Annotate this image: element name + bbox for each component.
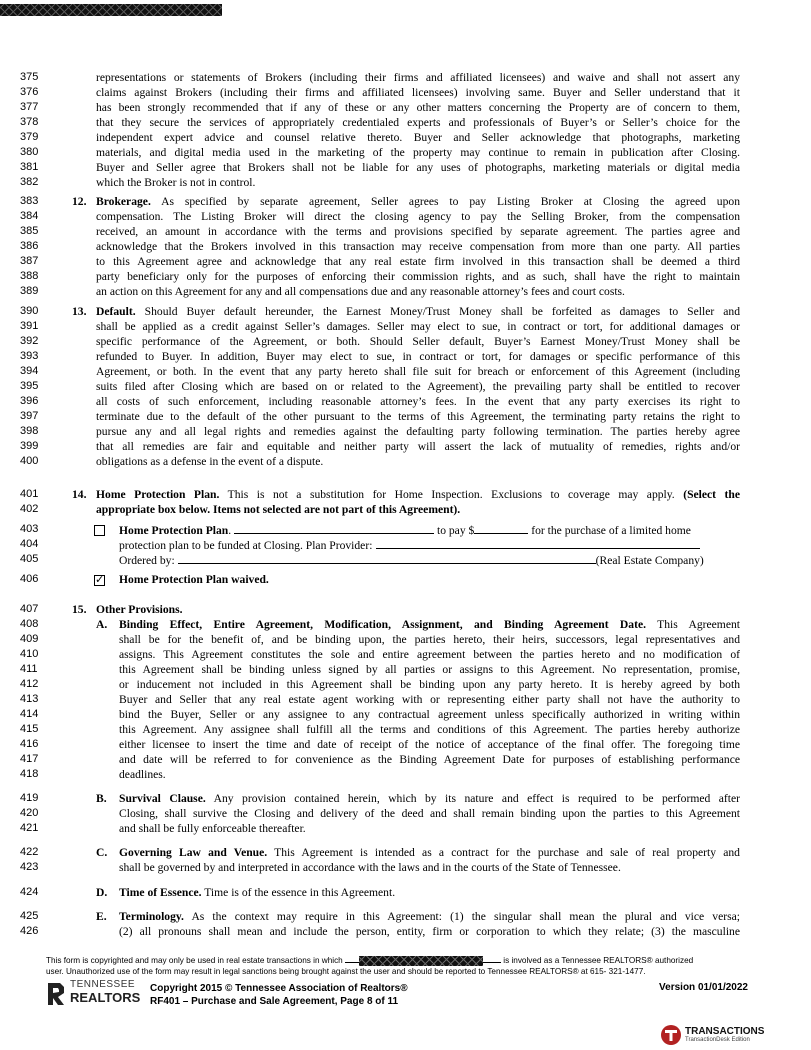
line-422 (0, 845, 811, 860)
line-text: shall be applied as a credit against Seller’s damages. Seller may elect to sue, in contract or tort, for additional damages or (96, 320, 740, 333)
footer-notice (46, 955, 766, 977)
line-423 (0, 860, 811, 875)
transactions-icon (660, 1024, 682, 1046)
line-text: pursue any and all legal rights and remedies against the defaulting party following termination. The parties hereby agree (96, 425, 740, 438)
line-text: materials, and digital media used in the marketing of the property may continue to remain in publication after Closing. (96, 146, 740, 159)
line-number: 401 (20, 488, 39, 500)
line-number: 422 (20, 846, 39, 858)
heading: Terminology. (119, 910, 184, 923)
section-number: 14. (72, 488, 87, 501)
ordered-by-label: Ordered by: (119, 554, 175, 567)
section-number: 12. (72, 195, 87, 208)
footer-line1a: This form is copyrighted and may only be used in real estate transactions in which (46, 956, 343, 965)
line-378 (0, 115, 811, 130)
purchase-text: for the purchase of a limited home (531, 524, 691, 537)
line-416 (0, 737, 811, 752)
footer-line2: user. Unauthorized use of the form may result in legal sanctions being brought against the user and should be reported to Tennessee REALTORS® at 615- 321-1477. (46, 967, 646, 976)
line-number: 398 (20, 425, 39, 437)
logo-top-text: TENNESSEE (70, 979, 136, 990)
plan-provider-blank[interactable] (376, 537, 700, 549)
form-id-text: RF401 – Purchase and Sale Agreement, Page 8 of 11 (150, 996, 399, 1007)
line-number: 407 (20, 603, 39, 615)
line-number: 375 (20, 71, 39, 83)
home-protection-checkbox[interactable] (94, 525, 105, 536)
line-text: Agreement, or both. In the event that any party hereto shall file suit for breach or enforcement of this Agreement (including (96, 365, 740, 378)
line-number: 409 (20, 633, 39, 645)
line-number: 389 (20, 285, 39, 297)
line-text: to this Agreement agree and acknowledge that any real estate firm involved in this transaction shall be deemed a third (96, 255, 740, 268)
line-number: 399 (20, 440, 39, 452)
copyright-block (150, 982, 408, 1008)
heading: Brokerage. (96, 195, 151, 208)
line-number: 402 (20, 503, 39, 515)
line-417 (0, 752, 811, 767)
line-text: this Agreement shall be binding unless signed by all parties or assigns to this Agreement. No representation, promise, (119, 663, 740, 676)
line-400 (0, 454, 811, 469)
line-375 (0, 70, 811, 85)
line-number: 424 (20, 886, 39, 898)
line-number: 396 (20, 395, 39, 407)
line-number: 391 (20, 320, 39, 332)
amount-blank[interactable] (474, 522, 528, 534)
line-text: compensation. The Listing Broker will direct the closing agency to pay the Selling Broker, from the compensation (96, 210, 740, 223)
line-number: 395 (20, 380, 39, 392)
tennessee-realtors-logo (46, 979, 141, 1009)
line-405 (0, 552, 811, 567)
line-number: 379 (20, 131, 39, 143)
heading: Other Provisions. (96, 603, 183, 616)
line-411 (0, 662, 811, 677)
line-413 (0, 692, 811, 707)
line-number: 384 (20, 210, 39, 222)
line-388 (0, 269, 811, 284)
line-text: Time of Essence. Time is of the essence in this Agreement. (119, 886, 396, 899)
line-text: which the Broker is not in control. (96, 176, 256, 189)
line-text: and date will be referred to for convenience as the Binding Agreement Date for purposes of establishing performance (119, 753, 740, 766)
line-text: shall be for the benefit of, and be binding upon, the parties hereto, their heirs, successors, legal representatives and (119, 633, 740, 646)
line-number: 390 (20, 305, 39, 317)
hpp-label: Home Protection Plan (119, 524, 229, 537)
line-418 (0, 767, 811, 782)
line-376 (0, 85, 811, 100)
line-425 (0, 909, 811, 924)
heading: Governing Law and Venue. (119, 846, 268, 859)
line-402 (0, 502, 811, 517)
line-409 (0, 632, 811, 647)
line-number: 385 (20, 225, 39, 237)
line-number: 416 (20, 738, 39, 750)
line-number: 393 (20, 350, 39, 362)
line-text: Closing, shall survive the Closing and delivery of the deed and shall remain binding upon the parties to this Agreement (119, 807, 740, 820)
line-number: 411 (20, 663, 38, 675)
line-number: 410 (20, 648, 39, 660)
line-text: obligations as a defense in the event of a dispute. (96, 455, 324, 468)
provider-blank[interactable] (234, 522, 434, 534)
line-number: 381 (20, 161, 39, 173)
heading: Time of Essence. (119, 886, 202, 899)
line-number: 383 (20, 195, 39, 207)
line-number: 388 (20, 270, 39, 282)
line-text: that all remedies are fair and equitable and neither party will assert the lack of mutuality of remedies, rights and/or (96, 440, 740, 453)
line-382 (0, 175, 811, 190)
line-text: specific performance of the Agreement, or both. Should Seller default, Buyer’s Earnest Money/Trust Money shall be (96, 335, 740, 348)
subsection-letter: D. (96, 886, 108, 899)
heading: Survival Clause. (119, 792, 206, 805)
line-number: 380 (20, 146, 39, 158)
line-414 (0, 707, 811, 722)
line-394 (0, 364, 811, 379)
line-391 (0, 319, 811, 334)
section-number: 15. (72, 603, 87, 616)
heading: Home Protection Plan. (96, 488, 220, 501)
line-text: assigns. This Agreement constitutes the sole and entire agreement between the parties hereto and no modification of (119, 648, 740, 661)
line-text: Buyer and Seller that any real estate agent working with or representing either party shall not have the authority to (119, 693, 740, 706)
line-384 (0, 209, 811, 224)
line-text: Buyer and Seller agree that Brokers shall not be liable for any uses of photographs, marketing materials or digital media (96, 161, 740, 174)
line-419 (0, 791, 811, 806)
line-text: either licensee to insert the time and date of receipt of the notice of acceptance of the final offer. The foregoing time (119, 738, 740, 751)
copyright-text: Copyright 2015 © Tennessee Association of Realtors® (150, 983, 408, 994)
subsection-letter: A. (96, 618, 108, 631)
line-406 (0, 572, 811, 587)
line-number: 403 (20, 523, 39, 535)
line-text: refunded to Buyer. In addition, Buyer may elect to sue, in contract or tort, for damages or specific performance of this (96, 350, 740, 363)
line-text: Home Protection Plan. This is not a substitution for Home Inspection. Exclusions to coverage may apply. (Select the (96, 488, 740, 501)
line-text: independent expert advice and counsel relative thereto. Buyer and Seller acknowledge that photographs, marketing (96, 131, 740, 144)
line-408 (0, 617, 811, 632)
transactions-subtitle: TransactionDesk Edition (685, 1037, 750, 1043)
line-text: party beneficiary only for the purposes of enforcing their commission rights, and as such, shall have the right to maintain (96, 270, 740, 283)
line-number: 404 (20, 538, 39, 550)
line-text: shall be governed by and interpreted in accordance with the laws and in the courts of the State of Tennessee. (119, 861, 621, 874)
line-379 (0, 130, 811, 145)
line-text: an action on this Agreement for any and all compensations due and any reasonable attorney’s fees and court costs. (96, 285, 625, 298)
line-number: 408 (20, 618, 39, 630)
line-number: 419 (20, 792, 39, 804)
line-415 (0, 722, 811, 737)
line-text: or inducement not included in this Agreement shall be binding upon any party hereto. It is hereby agreed by both (119, 678, 740, 691)
line-403 (0, 522, 811, 537)
line-text: Governing Law and Venue. This Agreement is intended as a contract for the purchase and sale of real property and (119, 846, 740, 859)
line-number: 412 (20, 678, 39, 690)
line-text: deadlines. (119, 768, 166, 781)
transactions-title: TRANSACTIONS (685, 1026, 765, 1037)
heading: Default. (96, 305, 136, 318)
line-412 (0, 677, 811, 692)
home-protection-line: Home Protection Plan. to pay $ for the purchase of a limited home (119, 524, 691, 537)
line-text: Survival Clause. Any provision contained herein, which by its nature and effect is required to be performed after (119, 792, 740, 805)
subsection-letter: B. (96, 792, 107, 805)
line-number: 405 (20, 553, 39, 565)
line-381 (0, 160, 811, 175)
line-377 (0, 100, 811, 115)
line-number: 400 (20, 455, 39, 467)
line-389 (0, 284, 811, 299)
line-text: suits filed after Closing which are based on or related to the Agreement), the prevailing party shall be entitled to recover (96, 380, 740, 393)
line-number: 386 (20, 240, 39, 252)
line-number: 377 (20, 101, 39, 113)
line-number: 406 (20, 573, 39, 585)
line-390 (0, 304, 811, 319)
version-text: Version 01/01/2022 (659, 982, 748, 993)
line-393 (0, 349, 811, 364)
line-424 (0, 885, 811, 900)
line-text: all costs of such enforcement, including reasonable attorney’s fees. In the event that any party exercises its right to (96, 395, 740, 408)
line-number: 378 (20, 116, 39, 128)
line-number: 421 (20, 822, 39, 834)
footer-line1b: is involved as a Tennessee REALTORS® authorized (503, 956, 694, 965)
line-text: bind the Buyer, Seller or any assignee to any contractual agreement unless specifically authorized in writing within (119, 708, 740, 721)
line-text: appropriate box below. Items not selected are not part of this Agreement). (96, 503, 461, 516)
line-395 (0, 379, 811, 394)
line-text: terminate due to the default of the other pursuant to the terms of this Agreement, the terminating party retains the right to (96, 410, 740, 423)
line-396 (0, 394, 811, 409)
line-number: 392 (20, 335, 39, 347)
line-text: and shall be fully enforceable thereafter. (119, 822, 306, 835)
line-404 (0, 537, 811, 552)
line-text (96, 602, 740, 617)
line-text: received, an amount in accordance with the terms and provisions specified by separate agreement. The parties agree and (96, 225, 740, 238)
logo-bottom-text: REALTORS (70, 990, 141, 1005)
section-number: 13. (72, 305, 87, 318)
line-421 (0, 821, 811, 836)
heading: Binding Effect, Entire Agreement, Modification, Assignment, and Binding Agreement Date. (119, 618, 646, 631)
line-text: Default. Should Buyer default hereunder, the Earnest Money/Trust Money shall be forfeited as damages to Seller and (96, 305, 740, 318)
line-398 (0, 424, 811, 439)
line-text: Terminology. As the context may require in this Agreement: (1) the singular shall mean the plural and vice versa; (119, 910, 740, 923)
line-number: 382 (20, 176, 39, 188)
line-392 (0, 334, 811, 349)
line-number: 423 (20, 861, 39, 873)
line-number: 417 (20, 753, 39, 765)
line-407 (0, 602, 811, 617)
line-397 (0, 409, 811, 424)
line-text: this Agreement. Any assignee shall fulfill all the terms and conditions of this Agreement. The parties hereby authorize (119, 723, 740, 736)
line-text: has been strongly recommended that if any of these or any other matters concerning the Property are of concern to them, (96, 101, 740, 114)
company-label: (Real Estate Company) (595, 554, 704, 567)
ordered-by-line (119, 552, 704, 568)
line-426 (0, 924, 811, 939)
line-420 (0, 806, 811, 821)
line-number: 418 (20, 768, 39, 780)
line-401 (0, 487, 811, 502)
waived-checkbox[interactable] (94, 575, 105, 586)
line-number: 420 (20, 807, 39, 819)
line-number: 415 (20, 723, 39, 735)
line-383 (0, 194, 811, 209)
line-410 (0, 647, 811, 662)
line-text: Brokerage. As specified by separate agreement, Seller agrees to pay Listing Broker at Closing the agreed upon (96, 195, 740, 208)
line-number: 376 (20, 86, 39, 98)
line-text: (2) all pronouns shall mean and include the person, entity, firm or corporation to which they relate; (3) the masculine (119, 925, 740, 938)
line-number: 394 (20, 365, 39, 377)
line-number: 387 (20, 255, 39, 267)
line-text: acknowledge that the Brokers involved in this transaction may receive compensation from more than one party. All parties (96, 240, 740, 253)
line-380 (0, 145, 811, 160)
redacted-header (0, 4, 222, 16)
waived-label: Home Protection Plan waived. (119, 573, 269, 586)
line-text: that they secure the services of appropriately credentialed experts and professionals of Buyer’s or Seller’s choice for the (96, 116, 740, 129)
to-pay-text: to pay $ (436, 524, 475, 537)
line-number: 426 (20, 925, 39, 937)
line-385 (0, 224, 811, 239)
line-387 (0, 254, 811, 269)
line-399 (0, 439, 811, 454)
line-number: 413 (20, 693, 39, 705)
line-number: 414 (20, 708, 39, 720)
line-text: protection plan to be funded at Closing. Plan Provider: (119, 537, 740, 553)
line-text: representations or statements of Brokers (including their firms and affiliated licensees) and waive and shall not assert any (96, 71, 740, 84)
line-number: 397 (20, 410, 39, 422)
line-number: 425 (20, 910, 39, 922)
ordered-by-blank[interactable] (178, 552, 596, 564)
subsection-letter: C. (96, 846, 108, 859)
realtors-r-icon (46, 979, 68, 1007)
subsection-letter: E. (96, 910, 107, 923)
line-386 (0, 239, 811, 254)
line-text: Binding Effect, Entire Agreement, Modification, Assignment, and Binding Agreement Date. This Agreement (119, 618, 740, 631)
line-text: claims against Brokers (including their firms and affiliated licensees) involving same. Buyer and Seller understand that it (96, 86, 740, 99)
redacted-name (359, 956, 483, 966)
